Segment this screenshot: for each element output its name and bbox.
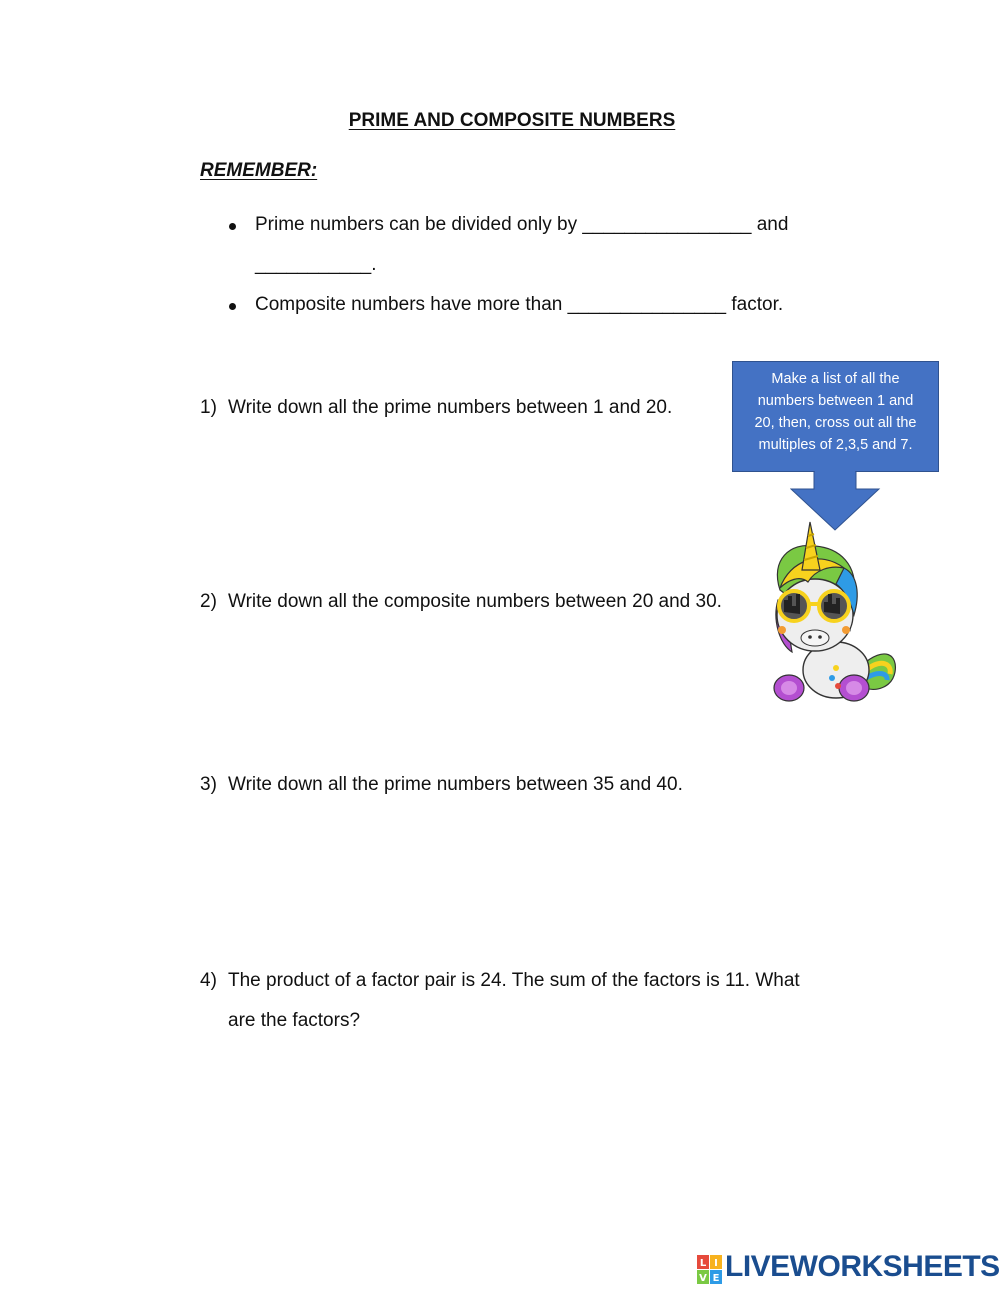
bullet-composite-definition: Composite numbers have more than _______________ factor. — [255, 294, 784, 315]
question-2-number: 2) — [200, 591, 217, 612]
question-4-text-line1: The product of a factor pair is 24. The sum of the factors is 11. What — [228, 970, 800, 991]
hint-callout — [732, 361, 939, 472]
hint-callout-line: multiples of 2,3,5 and 7. — [758, 437, 913, 453]
bullet-prime-definition: Prime numbers can be divided only by ________________ and — [255, 214, 789, 235]
remember-heading: REMEMBER: — [200, 160, 318, 181]
worksheet-title: PRIME AND COMPOSITE NUMBERS — [348, 110, 676, 131]
question-1-text: Write down all the prime numbers between 1 and 20. — [228, 397, 673, 418]
logo-letter: I — [714, 1258, 718, 1269]
hint-callout-line: 20, then, cross out all the — [754, 415, 917, 431]
question-4-text-line2: are the factors? — [228, 1010, 361, 1031]
hint-callout-line: numbers between 1 and — [757, 393, 914, 409]
bullet-prime-definition-continued: ___________. — [255, 254, 377, 275]
question-3-text: Write down all the prime numbers between 35 and 40. — [228, 774, 683, 795]
question-1-number: 1) — [200, 397, 217, 418]
hint-callout-line: Make a list of all the — [771, 371, 900, 387]
liveworksheets-logo-icon — [697, 1255, 723, 1285]
bullet-dot — [229, 223, 236, 230]
liveworksheets-wordmark: LIVEWORKSHEETS — [725, 1250, 1000, 1283]
logo-letter: V — [699, 1273, 707, 1284]
logo-letter: E — [712, 1273, 720, 1284]
question-2-text: Write down all the composite numbers between 20 and 30. — [228, 591, 722, 612]
unicorn-with-sunglasses-icon — [770, 520, 902, 706]
logo-letter: L — [699, 1258, 707, 1269]
question-3-number: 3) — [200, 774, 217, 795]
question-4-number: 4) — [200, 970, 217, 991]
bullet-dot — [229, 303, 236, 310]
